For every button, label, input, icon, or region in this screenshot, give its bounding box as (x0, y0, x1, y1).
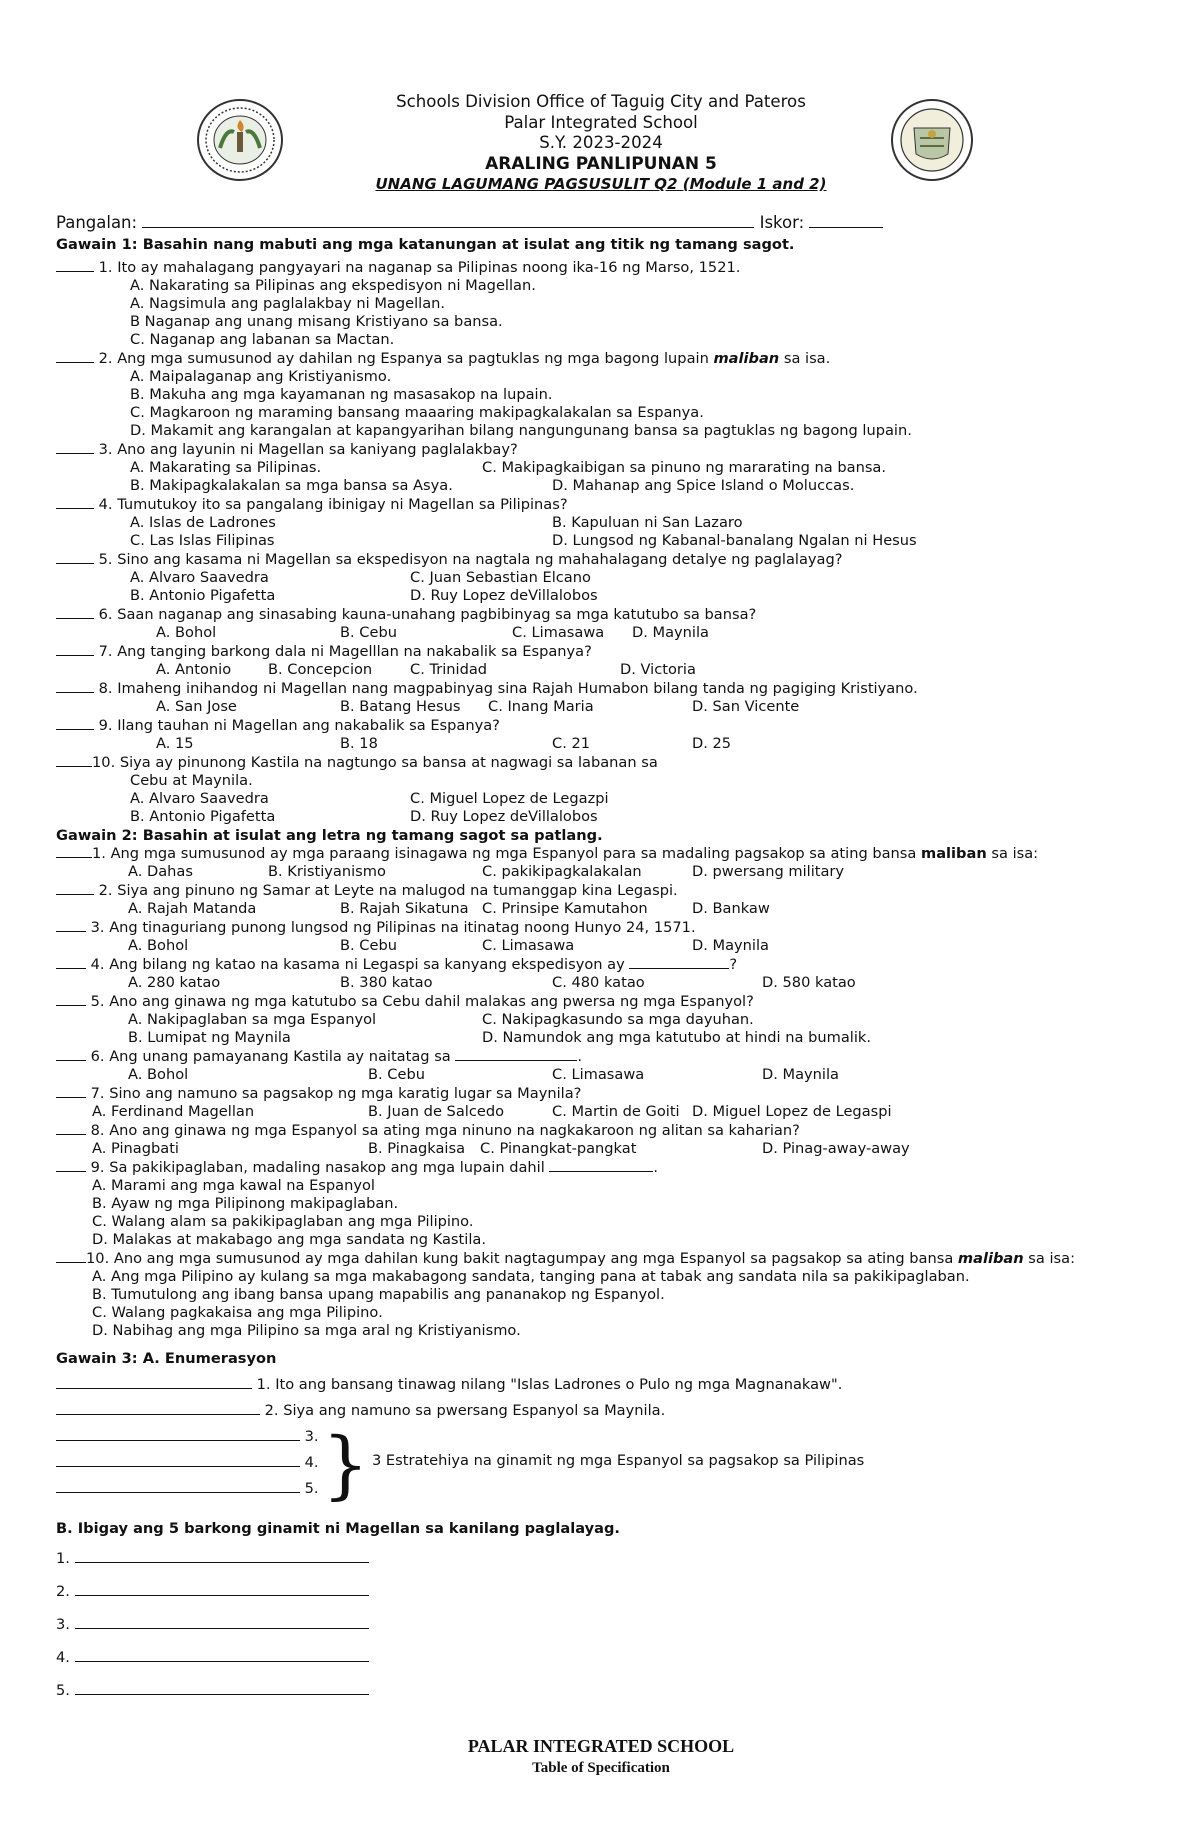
score-label: Iskor: (759, 213, 805, 232)
g1-q3-choice-a: A. Makarating sa Pilipinas. (130, 459, 322, 476)
name-score-row (56, 214, 883, 232)
g1-q9-choice-a: A. 15 (156, 735, 194, 752)
g1-q3-choice-b: B. Makipagkalakalan sa mga bansa sa Asya. (130, 477, 453, 494)
answer-blank[interactable] (56, 350, 94, 363)
g1-q3-choice-d: D. Mahanap ang Spice Island o Moluccas. (552, 477, 855, 494)
answer-blank[interactable] (56, 845, 92, 858)
g1-q2-choice-b: B. Makuha ang mga kayamanan ng masasakop na lupain. (130, 386, 553, 403)
answer-blank[interactable] (56, 1454, 300, 1467)
g2-question-3: 3. Ang tinaguriang punong lungsod ng Pilipinas na itinatag noong Hunyo 24, 1571. (56, 919, 696, 937)
g1-q8-choice-d: D. San Vicente (692, 698, 800, 715)
g1-question-8: 8. Imaheng inihandog ni Magellan nang magpabinyag sina Rajah Humabon bilang tanda ng pagiging Kristiyano. (56, 680, 918, 698)
g1-q7-choice-c: C. Trinidad (410, 661, 488, 678)
g2-q1-choice-c: C. pakikipagkalakalan (482, 863, 642, 880)
g1-q1-choice-d: C. Naganap ang labanan sa Mactan. (130, 331, 395, 348)
g2-q2-choice-a: A. Rajah Matanda (128, 900, 257, 917)
g2-q3-choice-a: A. Bohol (128, 937, 189, 954)
g2-question-8: 8. Ano ang ginawa ng mga Espanyol sa ating mga ninuno na nagkakaroon ng alitan sa kaharian? (56, 1122, 800, 1140)
answer-blank[interactable] (56, 1159, 86, 1172)
answer-blank[interactable] (56, 680, 94, 693)
g2-q9-choice-b: B. Ayaw ng mga Pilipinong makipaglaban. (92, 1195, 399, 1212)
g1-q1-choice-b: A. Nagsimula ang paglalakbay ni Magellan. (130, 295, 446, 312)
g1-q10-choice-c: C. Miguel Lopez de Legazpi (410, 790, 609, 807)
g3b-item-4: 4. (56, 1649, 369, 1667)
g2-q6-choice-a: A. Bohol (128, 1066, 189, 1083)
g1-question-5: 5. Sino ang kasama ni Magellan sa ekspedisyon na nagtala ng mahahalagang detalye ng paglalayag? (56, 551, 842, 569)
g2-q6-choice-b: B. Cebu (368, 1066, 425, 1083)
g2-q8-choice-a: A. Pinagbati (92, 1140, 179, 1157)
document-header (56, 92, 1146, 195)
g3b-item-2: 2. (56, 1583, 369, 1601)
g1-q7-choice-a: A. Antonio (156, 661, 232, 678)
g1-question-7: 7. Ang tanging barkong dala ni Magelllan na nakabalik sa Espanya? (56, 643, 592, 661)
g1-q5-choice-b: B. Antonio Pigafetta (130, 587, 276, 604)
subject-title: ARALING PANLIPUNAN 5 (485, 153, 717, 174)
g1-q6-choice-c: C. Limasawa (512, 624, 605, 641)
g2-question-9: 9. Sa pakikipaglaban, madaling nasakop ang mga lupain dahil . (56, 1159, 658, 1177)
g2-q4-choice-c: C. 480 katao (552, 974, 645, 991)
answer-blank[interactable] (75, 1616, 369, 1629)
inline-blank[interactable] (549, 1159, 653, 1172)
g2-question-5: 5. Ano ang ginawa ng mga katutubo sa Cebu dahil malakas ang pwersa ng mga Espanyol? (56, 993, 754, 1011)
school-name: Palar Integrated School (504, 112, 698, 132)
answer-blank[interactable] (56, 551, 94, 564)
g2-q2-choice-c: C. Prinsipe Kamutahon (482, 900, 648, 917)
answer-blank[interactable] (56, 882, 94, 895)
g2-question-6: 6. Ang unang pamayanang Kastila ay naitatag sa . (56, 1048, 582, 1066)
g1-q7-choice-d: D. Victoria (620, 661, 696, 678)
g3-item-1: 1. Ito ang bansang tinawag nilang "Islas Ladrones o Pulo ng mga Magnanakaw". (56, 1376, 842, 1394)
g3b-item-1: 1. (56, 1550, 369, 1568)
g1-q9-choice-d: D. 25 (692, 735, 732, 752)
gawain3-title: Gawain 3: A. Enumerasyon (56, 1350, 277, 1367)
g2-question-1: 1. Ang mga sumusunod ay mga paraang isinagawa ng mga Espanyol para sa madaling pagsakop sa ating bansa maliban sa isa: (56, 845, 1038, 863)
inline-blank[interactable] (629, 956, 729, 969)
g2-q7-choice-c: C. Martin de Goiti (552, 1103, 680, 1120)
inline-blank[interactable] (455, 1048, 577, 1061)
g2-q5-choice-a: A. Nakipaglaban sa mga Espanyol (128, 1011, 377, 1028)
g2-q2-choice-b: B. Rajah Sikatuna (340, 900, 469, 917)
g1-q7-choice-b: B. Concepcion (268, 661, 373, 678)
answer-blank[interactable] (56, 1480, 300, 1493)
answer-blank[interactable] (56, 1250, 86, 1263)
g1-q2-choice-c: C. Magkaroon ng maraming bansang maaaring makipagkalakalan sa Espanya. (130, 404, 704, 421)
answer-blank[interactable] (56, 956, 86, 969)
g2-question-10: 10. Ano ang mga sumusunod ay mga dahilan kung bakit nagtagumpay ang mga Espanyol sa pagsakop sa ating bansa maliban sa isa: (56, 1250, 1075, 1268)
g3b-item-5: 5. (56, 1682, 369, 1700)
g2-q6-choice-c: C. Limasawa (552, 1066, 645, 1083)
g1-question-6: 6. Saan naganap ang sinasabing kauna-unahang pagbibinyag sa mga katutubo sa bansa? (56, 606, 756, 624)
g1-q10-choice-b: B. Antonio Pigafetta (130, 808, 276, 825)
g1-q8-choice-c: C. Inang Maria (488, 698, 594, 715)
g2-question-7: 7. Sino ang namuno sa pagsakop ng mga karatig lugar sa Maynila? (56, 1085, 581, 1103)
g2-q3-choice-b: B. Cebu (340, 937, 397, 954)
g3b-title: B. Ibigay ang 5 barkong ginamit ni Magellan sa kanilang paglalayag. (56, 1520, 620, 1537)
g1-q4-choice-a: A. Islas de Ladrones (130, 514, 276, 531)
g2-q9-choice-d: D. Malakas at makabago ang mga sandata ng Kastila. (92, 1231, 486, 1248)
answer-blank[interactable] (56, 496, 94, 509)
g2-q5-choice-d: D. Namundok ang mga katutubo at hindi na bumalik. (482, 1029, 871, 1046)
answer-blank[interactable] (56, 1428, 300, 1441)
g1-q9-choice-c: C. 21 (552, 735, 591, 752)
g2-q7-choice-b: B. Juan de Salcedo (368, 1103, 505, 1120)
g3-item-3: 3. (56, 1428, 319, 1446)
g2-q1-choice-b: B. Kristiyanismo (268, 863, 386, 880)
answer-blank[interactable] (56, 259, 94, 272)
g1-question-2: 2. Ang mga sumusunod ay dahilan ng Espanya sa pagtuklas ng mga bagong lupain maliban sa isa. (56, 350, 830, 368)
g2-q8-choice-d: D. Pinag-away-away (762, 1140, 910, 1157)
g2-q1-choice-a: A. Dahas (128, 863, 193, 880)
g1-q8-choice-b: B. Batang Hesus (340, 698, 461, 715)
answer-blank[interactable] (75, 1583, 369, 1596)
g1-q8-choice-a: A. San Jose (156, 698, 237, 715)
g1-q6-choice-b: B. Cebu (340, 624, 397, 641)
right-brace-icon: } (322, 1422, 370, 1508)
g1-q10-choice-a: A. Alvaro Saavedra (130, 790, 269, 807)
g2-q10-choice-b: B. Tumutulong ang ibang bansa upang mapabilis ang pananakop ng Espanyol. (92, 1286, 665, 1303)
g1-q4-choice-c: C. Las Islas Filipinas (130, 532, 275, 549)
g1-q9-choice-b: B. 18 (340, 735, 378, 752)
answer-blank[interactable] (56, 993, 86, 1006)
g2-question-2: 2. Siya ang pinuno ng Samar at Leyte na malugod na tumanggap kina Legaspi. (56, 882, 678, 900)
g2-q1-choice-d: D. pwersang military (692, 863, 845, 880)
g2-q7-choice-d: D. Miguel Lopez de Legaspi (692, 1103, 892, 1120)
gawain2-title: Gawain 2: Basahin at isulat ang letra ng tamang sagot sa patlang. (56, 827, 603, 844)
g2-q7-choice-a: A. Ferdinand Magellan (92, 1103, 255, 1120)
g2-q3-choice-d: D. Maynila (692, 937, 769, 954)
g2-q4-choice-b: B. 380 katao (340, 974, 433, 991)
g3-item-5: 5. (56, 1480, 319, 1498)
g1-q1-choice-a: A. Nakarating sa Pilipinas ang ekspedisyon ni Magellan. (130, 277, 536, 294)
brace-note: 3 Estratehiya na ginamit ng mga Espanyol sa pagsakop sa Pilipinas (372, 1452, 865, 1469)
answer-blank[interactable] (56, 717, 94, 730)
answer-blank[interactable] (56, 919, 86, 932)
answer-blank[interactable] (56, 606, 94, 619)
answer-blank[interactable] (75, 1649, 369, 1662)
g1-q3-choice-c: C. Makipagkaibigan sa pinuno ng mararating na bansa. (482, 459, 887, 476)
answer-blank[interactable] (56, 441, 94, 454)
g2-q3-choice-c: C. Limasawa (482, 937, 575, 954)
footer-subtitle: Table of Specification (532, 1760, 670, 1776)
g1-q2-choice-d: D. Makamit ang karangalan at kapangyarihan bilang nangungunang bansa sa pagtuklas ng bagong lupain. (130, 422, 912, 439)
name-field[interactable] (142, 215, 754, 228)
g1-q5-choice-c: C. Juan Sebastian Elcano (410, 569, 591, 586)
g1-question-10: 10. Siya ay pinunong Kastila na nagtungo sa bansa at nagwagi sa labanan sa (56, 754, 658, 772)
answer-blank[interactable] (56, 754, 92, 767)
g2-q10-choice-d: D. Nabihag ang mga Pilipino sa mga aral ng Kristiyanismo. (92, 1322, 521, 1339)
g1-question-1: 1. Ito ay mahalagang pangyayari na naganap sa Pilipinas noong ika-16 ng Marso, 1521. (56, 259, 740, 277)
answer-blank[interactable] (56, 1122, 86, 1135)
g1-q4-choice-b: B. Kapuluan ni San Lazaro (552, 514, 743, 531)
g1-q2-choice-a: A. Maipalaganap ang Kristiyanismo. (130, 368, 392, 385)
answer-blank[interactable] (75, 1682, 369, 1695)
score-field[interactable] (809, 215, 883, 228)
g2-q2-choice-d: D. Bankaw (692, 900, 770, 917)
exam-title: UNANG LAGUMANG PAGSUSULIT Q2 (Module 1 and 2) (375, 175, 827, 193)
answer-blank[interactable] (56, 1048, 86, 1061)
gawain1-title: Gawain 1: Basahin nang mabuti ang mga katanungan at isulat ang titik ng tamang sagot. (56, 236, 795, 253)
g1-q5-choice-a: A. Alvaro Saavedra (130, 569, 269, 586)
g2-q9-choice-a: A. Marami ang mga kawal na Espanyol (92, 1177, 375, 1194)
g1-q6-choice-d: D. Maynila (632, 624, 709, 641)
g2-q10-choice-a: A. Ang mga Pilipino ay kulang sa mga makabagong sandata, tanging pana at tabak ang sandata nila sa pakikipaglaban. (92, 1268, 970, 1285)
footer-school: PALAR INTEGRATED SCHOOL (467, 1736, 735, 1756)
answer-blank[interactable] (75, 1550, 369, 1563)
g1-q1-choice-c: B Naganap ang unang misang Kristiyano sa bansa. (130, 313, 503, 330)
g1-q6-choice-a: A. Bohol (156, 624, 217, 641)
answer-blank[interactable] (56, 643, 94, 656)
g1-question-3: 3. Ano ang layunin ni Magellan sa kaniyang paglalakbay? (56, 441, 518, 459)
g2-q5-choice-c: C. Nakipagkasundo sa mga dayuhan. (482, 1011, 754, 1028)
g2-q5-choice-b: B. Lumipat ng Maynila (128, 1029, 291, 1046)
g1-q5-choice-d: D. Ruy Lopez deVillalobos (410, 587, 598, 604)
name-label: Pangalan: (56, 213, 138, 232)
g1-q10-stem-cont: Cebu at Maynila. (130, 772, 253, 789)
g2-q8-choice-b: B. Pinagkaisa (368, 1140, 466, 1157)
g3-item-4: 4. (56, 1454, 319, 1472)
g2-question-4: 4. Ang bilang ng katao na kasama ni Legaspi sa kanyang ekspedisyon ay ? (56, 956, 737, 974)
g1-question-4: 4. Tumutukoy ito sa pangalang ibinigay ni Magellan sa Pilipinas? (56, 496, 568, 514)
g1-q4-choice-d: D. Lungsod ng Kabanal-banalang Ngalan ni Hesus (552, 532, 917, 549)
g2-q9-choice-c: C. Walang alam sa pakikipaglaban ang mga Pilipino. (92, 1213, 474, 1230)
g2-q6-choice-d: D. Maynila (762, 1066, 839, 1083)
answer-blank[interactable] (56, 1402, 260, 1415)
g2-q4-choice-d: D. 580 katao (762, 974, 856, 991)
answer-blank[interactable] (56, 1085, 86, 1098)
g3-item-2: 2. Siya ang namuno sa pwersang Espanyol sa Maynila. (56, 1402, 665, 1420)
g2-q8-choice-c: C. Pinangkat-pangkat (480, 1140, 637, 1157)
g3b-item-3: 3. (56, 1616, 369, 1634)
g2-q10-choice-c: C. Walang pagkakaisa ang mga Pilipino. (92, 1304, 383, 1321)
division-office: Schools Division Office of Taguig City and Pateros (396, 92, 806, 111)
g1-q10-choice-d: D. Ruy Lopez deVillalobos (410, 808, 598, 825)
g1-question-9: 9. Ilang tauhan ni Magellan ang nakabalik sa Espanya? (56, 717, 500, 735)
g2-q4-choice-a: A. 280 katao (128, 974, 221, 991)
answer-blank[interactable] (56, 1376, 252, 1389)
school-year: S.Y. 2023-2024 (539, 133, 663, 152)
